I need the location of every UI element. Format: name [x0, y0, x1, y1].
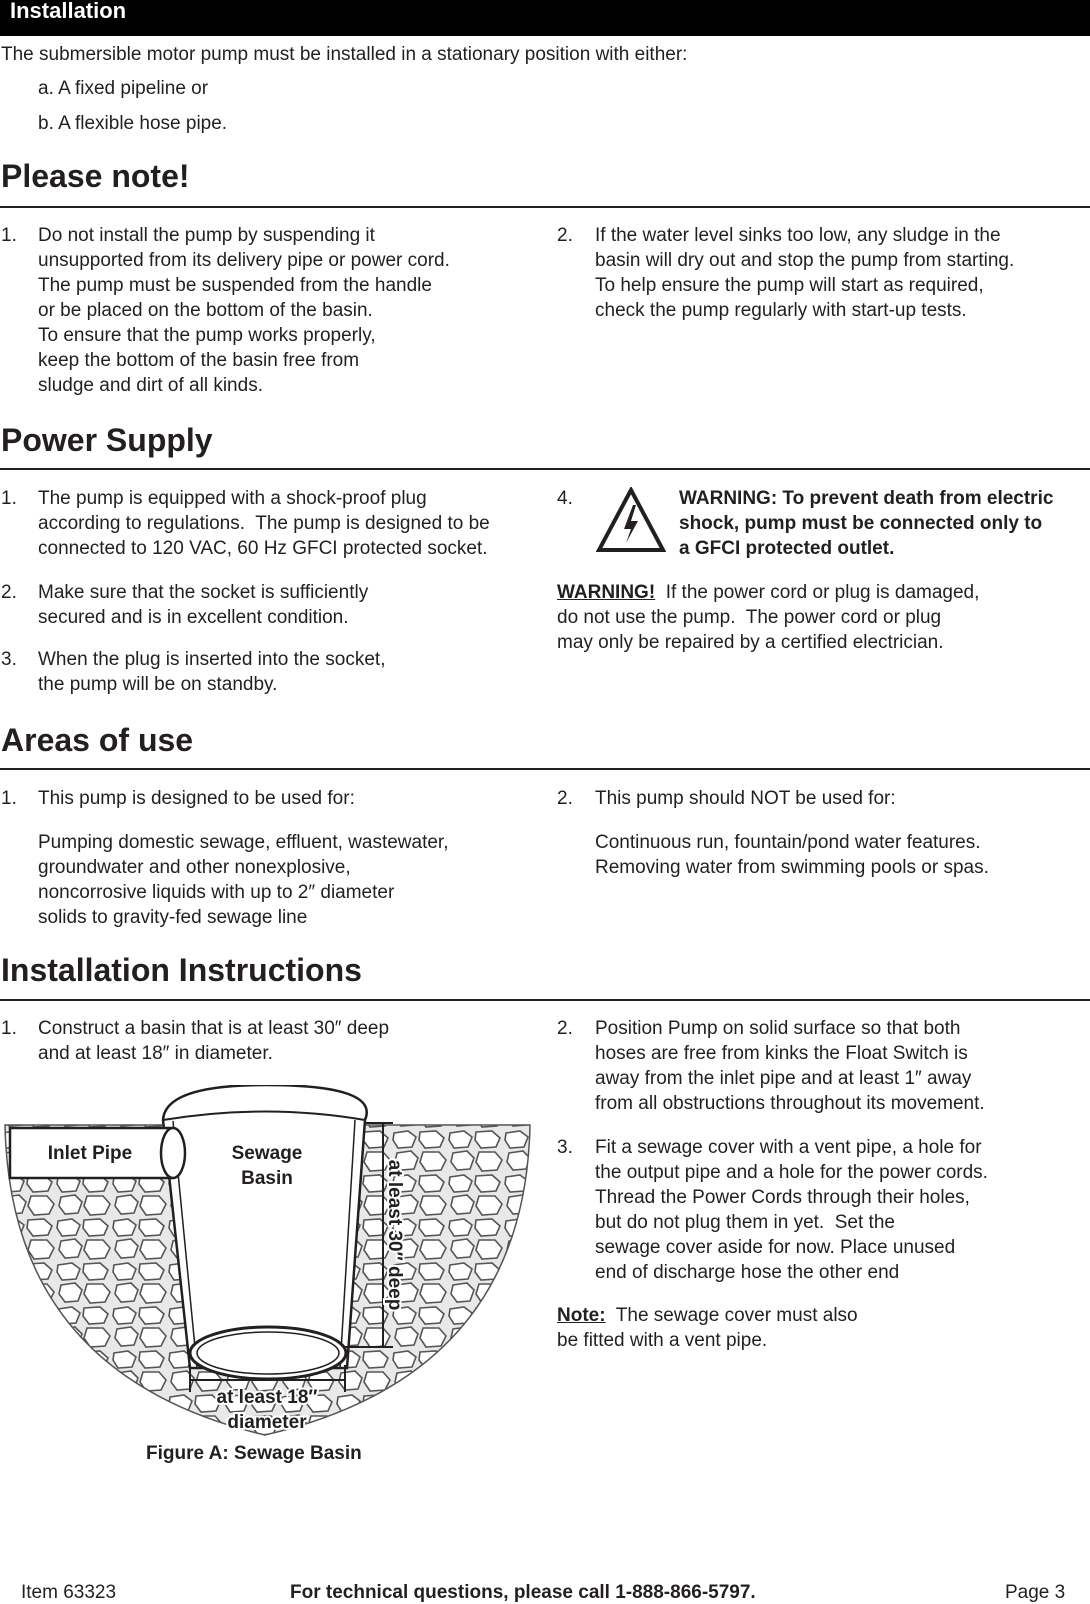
power-item-4-warning-text: WARNING: To prevent death from electric shock, pump must be connected only to a GFCI protected outlet.	[679, 488, 1054, 559]
power-item-1-text: The pump is equipped with a shock-proof plug according to regulations. The pump is designed to be connected to 120 VAC, 60 Hz GFCI protected socket.	[38, 488, 490, 559]
areas-of-use-heading: Areas of use	[1, 722, 194, 758]
sewage-basin-figure	[0, 1085, 540, 1445]
note-item-1-number: 1.	[1, 225, 17, 246]
divider	[0, 768, 1090, 770]
footer-tech-support: For technical questions, please call 1-888-866-5797.	[290, 1582, 756, 1603]
power-item-2-number: 2.	[1, 582, 17, 603]
basin-bottom	[190, 1327, 346, 1379]
note-item-2-text: If the water level sinks too low, any sludge in the basin will dry out and stop the pump from starting. To help ensure the pump will start as required, check the pump regularly with start-up tests.	[595, 225, 1015, 321]
electric-shock-warning-icon	[596, 487, 666, 553]
inst-item-1-text: Construct a basin that is at least 30″ deep and at least 18″ in diameter.	[38, 1018, 390, 1064]
intro-text: The submersible motor pump must be installed in a stationary position with either:	[1, 44, 688, 65]
inst-item-1-number: 1.	[1, 1018, 17, 1039]
divider	[0, 468, 1090, 470]
inlet-pipe-label: Inlet Pipe	[47, 1143, 133, 1164]
installation-instructions-heading: Installation Instructions	[1, 952, 362, 988]
use-item-2-number: 2.	[557, 788, 573, 809]
use-item-1-title: This pump is designed to be used for:	[38, 788, 355, 809]
inst-item-2-number: 2.	[557, 1018, 573, 1039]
power-item-2-text: Make sure that the socket is sufficiently secured and is in excellent condition.	[38, 582, 369, 628]
basin-label-line-1: Sewage	[231, 1143, 303, 1164]
use-item-2-text: Continuous run, fountain/pond water features. Removing water from swimming pools or spas.	[595, 832, 989, 878]
note-item-2-number: 2.	[557, 225, 573, 246]
use-item-2-title: This pump should NOT be used for:	[595, 788, 896, 809]
inst-item-2-text: Position Pump on solid surface so that both hoses are free from kinks the Float Switch is away from the inlet pipe and at least 1″ away from all obstructions throughout its movement.	[595, 1018, 985, 1114]
note-label: Note:	[557, 1305, 606, 1326]
diameter-label-line-1: at least 18″	[216, 1387, 318, 1408]
power-item-3-number: 3.	[1, 649, 17, 670]
note-item-1-text: Do not install the pump by suspending it unsupported from its delivery pipe or power cord. The pump must be suspended from the handle or be placed on the bottom of the basin. To ensure that the pump works properly, keep the bottom of the basin free from sludge and dirt of all kinds.	[38, 225, 450, 396]
intro-item-b: b. A flexible hose pipe.	[38, 113, 228, 134]
footer-page-number: Page 3	[1005, 1582, 1066, 1603]
footer-item-number: Item 63323	[21, 1582, 117, 1603]
depth-label: at least 30″ deep	[384, 1159, 405, 1311]
warning-label: WARNING!	[557, 582, 656, 603]
intro-item-a: a. A fixed pipeline or	[38, 78, 209, 99]
inst-item-3-number: 3.	[557, 1137, 573, 1158]
use-item-1-number: 1.	[1, 788, 17, 809]
note-text: The sewage cover must also be fitted with a vent pipe.	[557, 1305, 858, 1351]
please-note-heading: Please note!	[1, 158, 190, 194]
divider	[0, 206, 1090, 208]
power-warning-paragraph	[557, 580, 979, 655]
warning-text: If the power cord or plug is damaged, do not use the pump. The power cord or plug may only be repaired by a certified electrician.	[557, 582, 980, 653]
power-item-1-number: 1.	[1, 488, 17, 509]
basin-label-line-2: Basin	[241, 1168, 293, 1189]
inst-note-paragraph	[557, 1303, 858, 1353]
power-item-4-number: 4.	[557, 488, 573, 509]
power-supply-heading: Power Supply	[1, 422, 213, 458]
use-item-1-text: Pumping domestic sewage, effluent, wastewater, groundwater and other nonexplosive, noncorrosive liquids with up to 2″ diameter solids to gravity-fed sewage line	[38, 832, 449, 928]
inst-item-3-text: Fit a sewage cover with a vent pipe, a hole for the output pipe and a hole for the power cords. Thread the Power Cords through their holes, but do not plug them in yet. Set the sewage cover aside for now. Place unused end of discharge hose the other end	[595, 1137, 988, 1283]
section-banner: Installation	[0, 0, 1090, 36]
diameter-label-line-2: diameter	[227, 1412, 307, 1433]
inlet-pipe-end	[161, 1128, 185, 1178]
power-item-3-text: When the plug is inserted into the socket, the pump will be on standby.	[38, 649, 386, 695]
figure-caption: Figure A: Sewage Basin	[146, 1443, 362, 1464]
divider	[0, 999, 1090, 1001]
